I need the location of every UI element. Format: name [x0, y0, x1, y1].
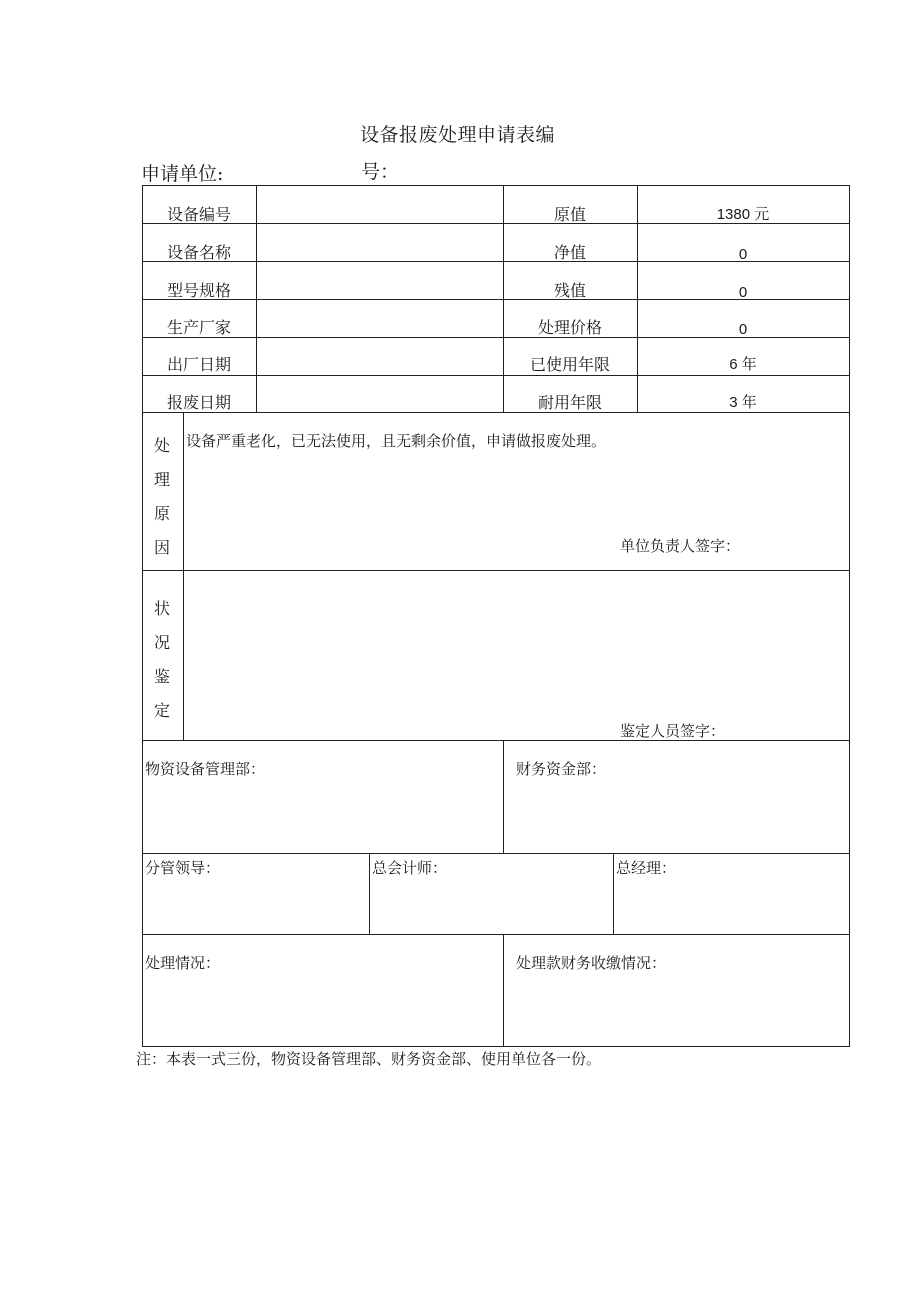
- label-device-number: 设备编号: [166, 204, 231, 224]
- unit-head-signature-label: 单位负责人签字：: [620, 537, 741, 555]
- value-residual-value[interactable]: 0: [738, 283, 748, 301]
- form-title: 设备报废处理申请表编: [360, 124, 556, 146]
- reason-section-label: 处 理 原 因: [153, 436, 170, 557]
- leader-label: 分管领导：: [145, 859, 221, 877]
- appraisal-section-label: 状 况 鉴 定: [153, 599, 170, 720]
- value-model-spec[interactable]: [256, 270, 503, 308]
- finance-dept-label: 财务资金部：: [516, 760, 607, 778]
- label-net-value: 净值: [553, 242, 586, 262]
- value-net-value[interactable]: 0: [738, 245, 748, 263]
- materials-dept-label: 物资设备管理部：: [145, 760, 266, 778]
- value-years-used[interactable]: 6 年: [729, 355, 757, 373]
- label-original-value: 原值: [553, 204, 586, 224]
- label-manufacture-date: 出厂日期: [166, 354, 231, 374]
- payment-status-label: 处理款财务收缴情况：: [516, 954, 667, 972]
- chief-accountant-label: 总会计师：: [372, 859, 448, 877]
- label-disposal-price: 处理价格: [537, 317, 602, 337]
- label-manufacturer: 生产厂家: [166, 317, 231, 337]
- value-manufacturer[interactable]: [256, 307, 503, 345]
- value-manufacture-date[interactable]: [256, 344, 503, 382]
- general-manager-label: 总经理：: [616, 859, 677, 877]
- form-number-label: 号：: [361, 161, 400, 183]
- reason-text[interactable]: 设备严重老化，已无法使用，且无剩余价值，申请做报废处理。: [186, 432, 607, 450]
- value-disposal-price[interactable]: 0: [738, 320, 748, 338]
- value-original-value[interactable]: 1380 元: [716, 205, 770, 223]
- handling-status-label: 处理情况：: [145, 954, 221, 972]
- label-scrap-date: 报废日期: [166, 392, 231, 412]
- label-residual-value: 残值: [553, 280, 586, 300]
- footer-note: 注：本表一式三份，物资设备管理部、财务资金部、使用单位各一份。: [136, 1050, 602, 1068]
- applicant-unit-label: 申请单位:: [141, 163, 224, 185]
- label-model-spec: 型号规格: [166, 280, 231, 300]
- label-device-name: 设备名称: [166, 242, 231, 262]
- value-device-number[interactable]: [256, 194, 503, 232]
- value-device-name[interactable]: [256, 232, 503, 270]
- label-service-life: 耐用年限: [537, 392, 602, 412]
- value-scrap-date[interactable]: [256, 382, 503, 420]
- value-service-life[interactable]: 3 年: [729, 393, 757, 411]
- label-years-used: 已使用年限: [529, 354, 610, 374]
- appraiser-signature-label: 鉴定人员签字：: [620, 722, 726, 740]
